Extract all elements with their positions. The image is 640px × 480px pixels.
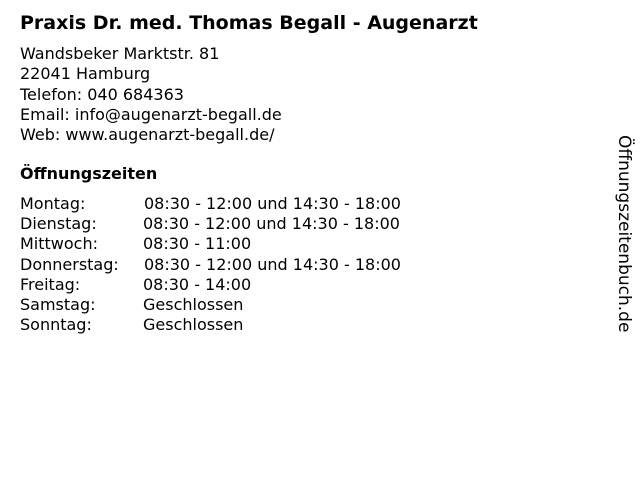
brand-label: Öffnungszeitenbuch.de: [614, 135, 634, 333]
time-value: Geschlossen: [143, 294, 244, 314]
street-address: Wandsbeker Marktstr. 81: [20, 44, 220, 63]
day-label: Mittwoch:: [20, 234, 98, 254]
day-label: Dienstag:: [20, 214, 97, 234]
hours-row-thursday: [20, 255, 401, 275]
hours-row-tuesday: [20, 214, 401, 234]
hours-row-wednesday: [20, 234, 401, 254]
time-value: 08:30 - 14:00: [143, 274, 252, 294]
website-address: Web: www.augenarzt-begall.de/: [20, 125, 275, 145]
time-value: 08:30 - 12:00 und 14:30 - 18:00: [144, 194, 401, 213]
opening-hours-table: [20, 194, 401, 335]
day-label: Samstag:: [20, 294, 96, 314]
page-title: Praxis Dr. med. Thomas Begall - Augenarzt: [20, 12, 478, 34]
city-address: 22041 Hamburg: [20, 64, 151, 84]
day-label: Donnerstag:: [20, 254, 119, 274]
hours-row-friday: [20, 275, 401, 295]
day-label: Freitag:: [20, 274, 81, 294]
time-value: 08:30 - 11:00: [143, 234, 252, 254]
day-label: Sonntag:: [20, 315, 92, 335]
time-value: 08:30 - 12:00 und 14:30 - 18:00: [143, 214, 400, 234]
hours-heading: Öffnungszeiten: [20, 164, 158, 183]
phone-number: Telefon: 040 684363: [20, 84, 184, 104]
hours-row-sunday: [20, 315, 401, 335]
hours-row-monday: [20, 194, 401, 214]
hours-row-saturday: [20, 295, 401, 315]
brand-watermark: [613, 135, 637, 365]
email-address: Email: info@augenarzt-begall.de: [20, 104, 282, 124]
address-block: [20, 44, 282, 145]
time-value: 08:30 - 12:00 und 14:30 - 18:00: [144, 254, 401, 274]
time-value: Geschlossen: [143, 315, 244, 335]
day-label: Montag:: [20, 194, 86, 213]
